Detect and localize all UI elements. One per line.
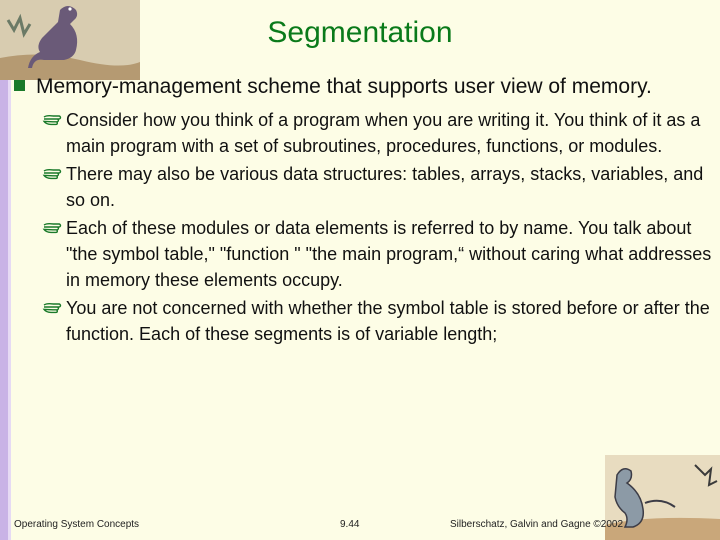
footer-course-title: Operating System Concepts	[14, 519, 140, 530]
slide-title: Segmentation	[267, 16, 453, 49]
left-border-bar	[0, 0, 8, 540]
pointing-hand-icon	[42, 297, 62, 317]
slide-content	[14, 72, 714, 349]
footer-authors: Silberschatz, Galvin and Gagne ©2002	[450, 519, 624, 530]
square-bullet-icon	[14, 80, 25, 91]
sub-bullet-item	[14, 215, 714, 293]
footer-page-number: 9.44	[340, 519, 360, 530]
sub-bullet-item	[14, 295, 714, 347]
sub-bullet-text: Consider how you think of a program when you are writing it. You think of it as a main program with a set of subroutines, procedures, functions, or modules.	[66, 110, 701, 156]
main-bullet	[14, 72, 714, 101]
pointing-hand-icon	[42, 217, 62, 237]
sub-bullet-text: There may also be various data structures: tables, arrays, stacks, variables, and so on.	[66, 164, 704, 210]
main-bullet-text: Memory-management scheme that supports user view of memory.	[36, 75, 652, 98]
sub-bullet-text: You are not concerned with whether the symbol table is stored before or after the function. Each of these segments is of variable length;	[66, 298, 710, 344]
sub-bullet-list	[14, 107, 714, 347]
sub-bullet-item	[14, 107, 714, 159]
pointing-hand-icon	[42, 109, 62, 129]
pointing-hand-icon	[42, 163, 62, 183]
sub-bullet-text: Each of these modules or data elements is referred to by name. You talk about "the symbol table," "function " "the main program,“ without caring what addresses in memory these elements occupy.	[66, 218, 712, 290]
left-border-stripe	[8, 0, 11, 540]
sub-bullet-item	[14, 161, 714, 213]
